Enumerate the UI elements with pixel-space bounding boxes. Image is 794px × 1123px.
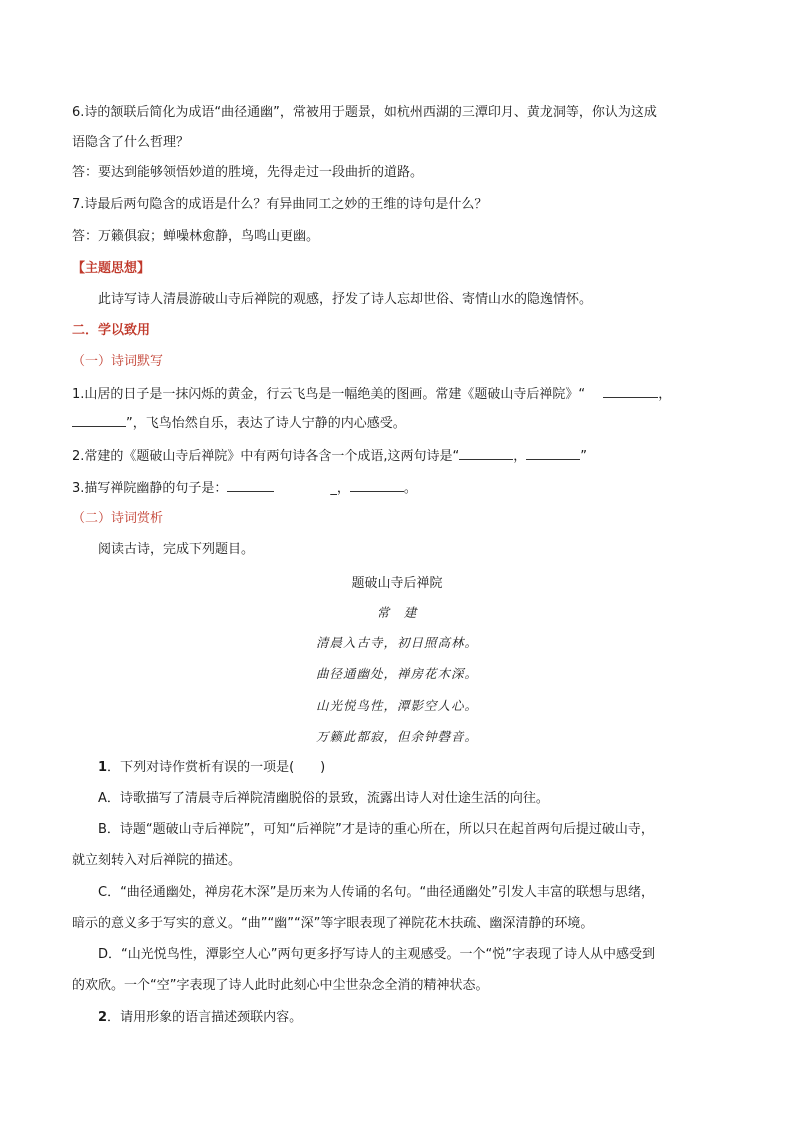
- fill-2-blank-2[interactable]: [526, 447, 580, 460]
- fill-question-2: [72, 447, 587, 466]
- mc-question-1-sep: ．: [107, 760, 121, 775]
- option-d-line2: 的欢欣。一个“空”字表现了诗人此时此刻心中尘世杂念全消的精神状态。: [72, 978, 489, 993]
- fill-1-blank-2[interactable]: [72, 414, 126, 427]
- theme-heading: 【主题思想】: [72, 261, 151, 276]
- fill-3-mark: _，: [330, 481, 350, 496]
- question-2-sep: ．: [107, 1010, 121, 1025]
- question-6-line1: 6.诗的颔联后简化为成语“曲径通幽”，常被用于题景，如杭州西湖的三潭印月、黄龙洞等，你认为这成: [72, 105, 657, 120]
- question-7: 7.诗最后两句隐含的成语是什么？有异曲同工之妙的王维的诗句是什么？: [72, 197, 488, 212]
- option-b-line2: 就立刻转入对后禅院的描述。: [72, 853, 242, 868]
- subsection-dictation: （一）诗词默写: [72, 354, 164, 369]
- question-2: [98, 1009, 302, 1027]
- option-c-line1: C．“曲径通幽处，禅房花木深”是历来为人传诵的名句。“曲径通幽处”引发人丰富的联想与思绪，: [98, 885, 655, 900]
- question-2-number: 2: [98, 1010, 108, 1025]
- fill-2-end: ”: [580, 449, 588, 464]
- fill-2-comma: ，: [513, 449, 527, 464]
- fill-1-blank-1[interactable]: [603, 385, 658, 398]
- fill-question-1-line1: [72, 385, 671, 404]
- poem-author: 常 建: [376, 605, 418, 620]
- mc-question-1: [98, 759, 325, 777]
- theme-text: 此诗写诗人清晨游破山寺后禅院的观感，抒发了诗人忘却世俗、寄情山水的隐逸情怀。: [98, 292, 593, 307]
- option-d-line1: D．“山光悦鸟性，潭影空人心”两句更多抒写诗人的主观感受。一个“悦”字表现了诗人从中感受到: [98, 947, 655, 962]
- reading-instruction: 阅读古诗，完成下列题目。: [98, 542, 255, 557]
- fill-1-text-b: ”，飞鸟怡然自乐，表达了诗人宁静的内心感受。: [126, 416, 406, 431]
- subsection-appreciation: （二）诗词赏析: [72, 511, 164, 526]
- option-a: A．诗歌描写了清晨寺后禅院清幽脱俗的景致，流露出诗人对仕途生活的向往。: [98, 791, 549, 806]
- poem-line-1: 清晨入古寺，初日照高林。: [315, 635, 478, 650]
- question-2-text: 请用形象的语言描述颈联内容。: [120, 1010, 303, 1025]
- fill-3-blank-2[interactable]: [350, 479, 404, 492]
- option-c-line2: 暗示的意义多于写实的意义。“曲”“幽”“深”等字眼表现了禅院花木扶疏、幽深清静的环境。: [72, 916, 594, 931]
- mc-question-1-text: 下列对诗作赏析有误的一项是( ): [120, 760, 326, 775]
- fill-3-end: 。: [403, 481, 417, 496]
- option-b-line1: B．诗题“题破山寺后禅院”，可知“后禅院”才是诗的重心所在，所以只在起首两句后提过破山寺，: [98, 822, 654, 837]
- fill-1-text-a: 1.山居的日子是一抹闪烁的黄金，行云飞鸟是一幅绝美的图画。常建《题破山寺后禅院》“: [72, 387, 586, 402]
- answer-6: 答：要达到能够领悟妙道的胜境，先得走过一段曲折的道路。: [72, 165, 424, 180]
- fill-1-comma: ，: [658, 387, 672, 402]
- poem-line-4: 万籁此都寂，但余钟磬音。: [315, 729, 478, 744]
- poem-title: 题破山寺后禅院: [351, 576, 443, 591]
- fill-question-3: [72, 479, 417, 498]
- poem-line-2: 曲径通幽处，禅房花木深。: [315, 666, 478, 681]
- question-6-line2: 语隐含了什么哲理？: [72, 135, 190, 150]
- mc-question-1-number: 1: [98, 760, 108, 775]
- fill-2-blank-1[interactable]: [459, 447, 513, 460]
- answer-7: 答：万籁俱寂；蝉噪林愈静，鸟鸣山更幽。: [72, 229, 320, 244]
- fill-3-text-a: 3.描写禅院幽静的句子是：: [72, 481, 228, 496]
- fill-2-text-a: 2.常建的《题破山寺后禅院》中有两句诗各含一个成语,这两句诗是“: [72, 449, 460, 464]
- section-2-heading: 二．学以致用: [72, 323, 151, 338]
- poem-line-3: 山光悦鸟性，潭影空人心。: [315, 698, 478, 713]
- fill-question-1-line2: [72, 414, 406, 433]
- fill-3-blank-1[interactable]: [227, 479, 274, 492]
